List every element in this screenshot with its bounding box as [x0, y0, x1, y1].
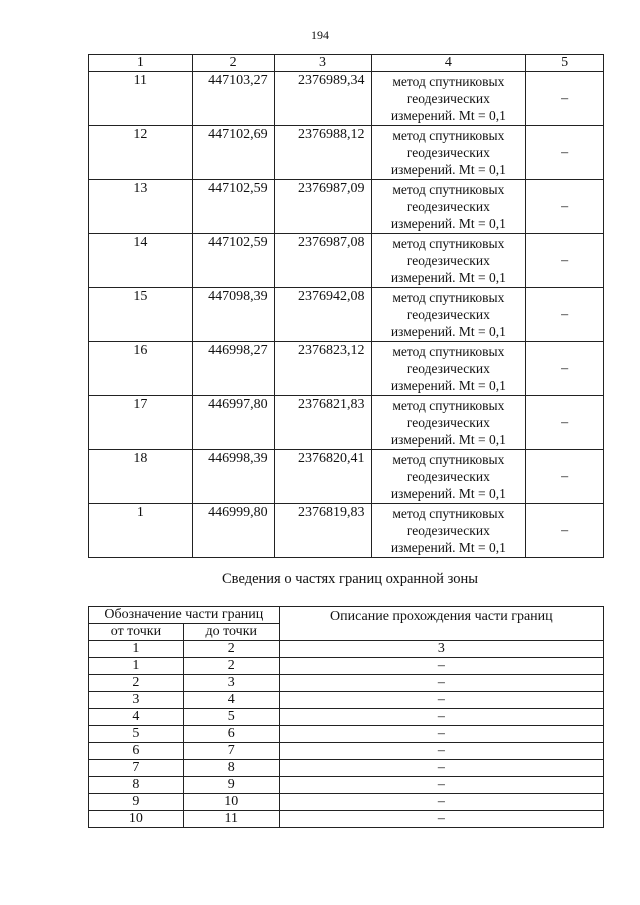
method-line: метод спутниковых: [392, 344, 505, 359]
to-point: 8: [183, 760, 279, 777]
x-coordinate: 447102,69: [192, 126, 274, 180]
to-point: 10: [183, 794, 279, 811]
y-coordinate: 2376987,09: [274, 180, 371, 234]
method-cell: [371, 234, 526, 288]
parts-header-row: [89, 607, 604, 624]
to-point: 7: [183, 743, 279, 760]
method-line: измерений. Mt = 0,1: [390, 324, 506, 339]
method-cell: [371, 342, 526, 396]
parts-index-row: [89, 641, 604, 658]
coordinates-body: [89, 72, 604, 558]
description: –: [279, 777, 603, 794]
method-line: геодезических: [406, 91, 490, 106]
to-point: 5: [183, 709, 279, 726]
method-line: метод спутниковых: [392, 506, 505, 521]
to-point: 2: [183, 658, 279, 675]
y-coordinate: 2376942,08: [274, 288, 371, 342]
description: –: [279, 794, 603, 811]
description: –: [279, 760, 603, 777]
method-cell: [371, 504, 526, 558]
section-title: Сведения о частях границ охранной зоны: [222, 571, 478, 587]
to-point: 3: [183, 675, 279, 692]
column-index: 1: [89, 641, 184, 658]
point-number: 18: [89, 450, 193, 504]
description: –: [279, 675, 603, 692]
from-point: 2: [89, 675, 184, 692]
point-number: 11: [89, 72, 193, 126]
page-number: 194: [311, 28, 329, 42]
method-cell: [371, 396, 526, 450]
description: –: [279, 811, 603, 828]
table-row: [89, 342, 604, 396]
method-cell: [371, 126, 526, 180]
to-point-header: до точки: [183, 624, 279, 641]
table-row: [89, 811, 604, 828]
column-index: 3: [279, 641, 603, 658]
point-number: 14: [89, 234, 193, 288]
method-line: измерений. Mt = 0,1: [390, 270, 506, 285]
from-point: 9: [89, 794, 184, 811]
from-point: 4: [89, 709, 184, 726]
column-header: 5: [526, 55, 604, 72]
boundary-parts-table: [88, 606, 604, 828]
column-header: 4: [371, 55, 526, 72]
table-row: [89, 743, 604, 760]
y-coordinate: 2376823,12: [274, 342, 371, 396]
coordinates-header-row: [89, 55, 604, 72]
accuracy-cell: –: [526, 504, 604, 558]
method-line: измерений. Mt = 0,1: [390, 378, 506, 393]
table-row: [89, 777, 604, 794]
from-point: 1: [89, 658, 184, 675]
table-row: [89, 288, 604, 342]
method-line: метод спутниковых: [392, 182, 505, 197]
group-header: Обозначение части границ: [89, 607, 280, 624]
point-number: 1: [89, 504, 193, 558]
point-number: 17: [89, 396, 193, 450]
description: –: [279, 709, 603, 726]
to-point: 9: [183, 777, 279, 794]
method-line: измерений. Mt = 0,1: [390, 486, 506, 501]
to-point: 6: [183, 726, 279, 743]
accuracy-cell: –: [526, 342, 604, 396]
column-index: 2: [183, 641, 279, 658]
method-cell: [371, 72, 526, 126]
method-line: геодезических: [406, 523, 490, 538]
method-line: измерений. Mt = 0,1: [390, 540, 506, 555]
y-coordinate: 2376987,08: [274, 234, 371, 288]
x-coordinate: 447102,59: [192, 180, 274, 234]
to-point: 4: [183, 692, 279, 709]
column-header: 2: [192, 55, 274, 72]
y-coordinate: 2376819,83: [274, 504, 371, 558]
point-number: 13: [89, 180, 193, 234]
from-point: 7: [89, 760, 184, 777]
method-line: геодезических: [406, 253, 490, 268]
point-number: 16: [89, 342, 193, 396]
x-coordinate: 447102,59: [192, 234, 274, 288]
method-line: измерений. Mt = 0,1: [390, 432, 506, 447]
method-line: метод спутниковых: [392, 398, 505, 413]
description-header: Описание прохождения части границ: [279, 607, 603, 641]
table-row: [89, 658, 604, 675]
method-line: геодезических: [406, 145, 490, 160]
method-line: метод спутниковых: [392, 74, 505, 89]
from-point-header: от точки: [89, 624, 184, 641]
y-coordinate: 2376988,12: [274, 126, 371, 180]
y-coordinate: 2376820,41: [274, 450, 371, 504]
accuracy-cell: –: [526, 450, 604, 504]
accuracy-cell: –: [526, 180, 604, 234]
from-point: 5: [89, 726, 184, 743]
coordinates-table: [88, 54, 604, 558]
method-line: метод спутниковых: [392, 452, 505, 467]
table-row: [89, 692, 604, 709]
point-number: 12: [89, 126, 193, 180]
accuracy-cell: –: [526, 72, 604, 126]
method-line: измерений. Mt = 0,1: [390, 216, 506, 231]
description: –: [279, 692, 603, 709]
accuracy-cell: –: [526, 396, 604, 450]
x-coordinate: 446999,80: [192, 504, 274, 558]
table-row: [89, 72, 604, 126]
y-coordinate: 2376821,83: [274, 396, 371, 450]
method-line: геодезических: [406, 415, 490, 430]
method-line: метод спутниковых: [392, 128, 505, 143]
to-point: 11: [183, 811, 279, 828]
x-coordinate: 447103,27: [192, 72, 274, 126]
table-row: [89, 794, 604, 811]
table-row: [89, 126, 604, 180]
method-cell: [371, 288, 526, 342]
x-coordinate: 446997,80: [192, 396, 274, 450]
table-row: [89, 726, 604, 743]
x-coordinate: 446998,27: [192, 342, 274, 396]
method-line: геодезических: [406, 307, 490, 322]
table-row: [89, 504, 604, 558]
x-coordinate: 446998,39: [192, 450, 274, 504]
table-row: [89, 709, 604, 726]
y-coordinate: 2376989,34: [274, 72, 371, 126]
description: –: [279, 658, 603, 675]
accuracy-cell: –: [526, 288, 604, 342]
method-line: геодезических: [406, 469, 490, 484]
table-row: [89, 234, 604, 288]
method-cell: [371, 180, 526, 234]
method-line: геодезических: [406, 361, 490, 376]
method-line: измерений. Mt = 0,1: [390, 162, 506, 177]
table-row: [89, 450, 604, 504]
from-point: 6: [89, 743, 184, 760]
method-line: метод спутниковых: [392, 290, 505, 305]
method-line: метод спутниковых: [392, 236, 505, 251]
accuracy-cell: –: [526, 234, 604, 288]
method-cell: [371, 450, 526, 504]
from-point: 3: [89, 692, 184, 709]
boundary-parts-body: [89, 607, 604, 828]
from-point: 10: [89, 811, 184, 828]
method-line: измерений. Mt = 0,1: [390, 108, 506, 123]
table-row: [89, 760, 604, 777]
table-row: [89, 675, 604, 692]
from-point: 8: [89, 777, 184, 794]
point-number: 15: [89, 288, 193, 342]
column-header: 3: [274, 55, 371, 72]
x-coordinate: 447098,39: [192, 288, 274, 342]
table-row: [89, 180, 604, 234]
table-row: [89, 396, 604, 450]
description: –: [279, 726, 603, 743]
column-header: 1: [89, 55, 193, 72]
description: –: [279, 743, 603, 760]
accuracy-cell: –: [526, 126, 604, 180]
method-line: геодезических: [406, 199, 490, 214]
